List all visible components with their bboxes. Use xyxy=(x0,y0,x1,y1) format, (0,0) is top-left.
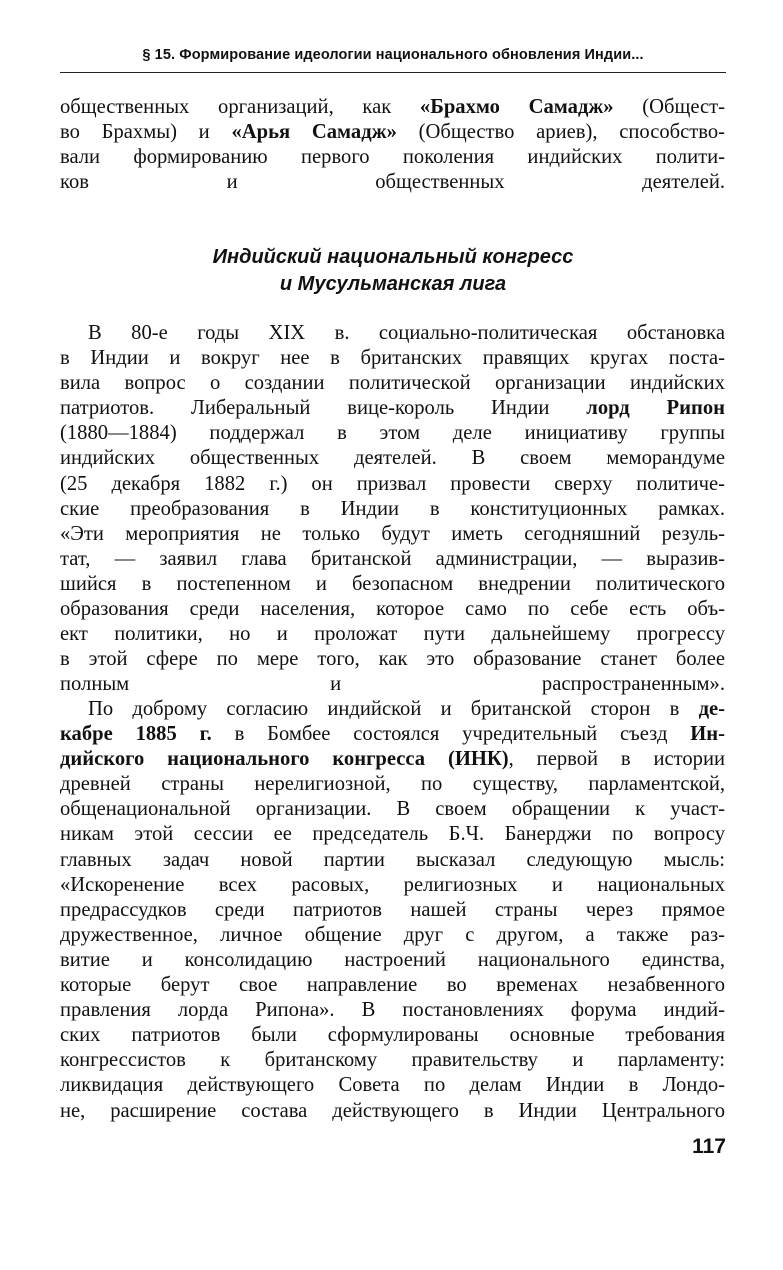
paragraph xyxy=(60,697,725,1124)
text-line: витие и консолидацию настроений национального единства, xyxy=(60,948,725,971)
text-line: (1880—1884) поддержал в этом деле инициативу группы xyxy=(60,422,725,445)
section-heading-line: и Мусульманская лига xyxy=(279,273,507,295)
page-number: 117 xyxy=(692,1135,726,1158)
text-line: не, расширение состава действующего в Индии Центрального xyxy=(60,1099,725,1122)
text-line: древней страны нерелигиозной, по существу, парламентской, xyxy=(60,773,725,796)
text-line: индийских общественных деятелей. В своем меморандуме xyxy=(60,447,725,470)
text-line: общенациональной организации. В своем обращении к участ- xyxy=(60,798,725,821)
text-line: ликвидация действующего Совета по делам Индии в Лондо- xyxy=(60,1074,725,1097)
text-line: По доброму согласию индийской и британской сторон в де- xyxy=(88,698,725,720)
text-line: в Индии и вокруг нее в британских правящих кругах поста- xyxy=(60,347,725,370)
text-line: главных задач новой партии высказал следующую мысль: xyxy=(60,848,725,871)
text-line: ские преобразования в Индии в конституционных рамках. xyxy=(60,497,725,520)
text-line: общественных организаций, как «Брахмо Самадж» (Общест- xyxy=(60,96,725,118)
text-line: образования среди населения, которое само по себе есть объ- xyxy=(60,598,725,621)
text-line: вила вопрос о создании политической организации индийских xyxy=(60,372,725,395)
text-line: дийского национального конгресса (ИНК), первой в истории xyxy=(60,748,725,771)
text-line: В 80-е годы XIX в. социально-политическая обстановка xyxy=(88,322,725,344)
text-line: никам этой сессии ее председатель Б.Ч. Банерджи по вопросу xyxy=(60,823,725,846)
text-line: ект политики, но и проложат пути дальнейшему прогрессу xyxy=(60,623,725,646)
text-line: шийся в постепенном и безопасном внедрении политического xyxy=(60,572,725,595)
text-line: (25 декабря 1882 г.) он призвал провести сверху политиче- xyxy=(60,472,725,495)
text-line: «Эти мероприятия не только будут иметь сегодняшний резуль- xyxy=(60,522,725,545)
text-line: «Искоренение всех расовых, религиозных и национальных xyxy=(60,873,725,896)
intro-paragraph xyxy=(60,95,725,195)
text-line: которые берут свое направление во временах незабвенного xyxy=(60,974,725,997)
text-line: в этой сфере по мере того, как это образование станет более xyxy=(60,648,725,671)
text-line: во Брахмы) и «Арья Самадж» (Общество ариев), способство- xyxy=(60,121,725,144)
section-heading-line: Индийский национальный конгресс xyxy=(212,246,574,268)
text-line: ков и общественных деятелей. xyxy=(60,171,725,194)
text-line: патриотов. Либеральный вице-король Индии лорд Рипон xyxy=(60,397,725,420)
text-line: тат, — заявил глава британской администрации, — выразив- xyxy=(60,547,725,570)
text-line: правления лорда Рипона». В постановлениях форума индий- xyxy=(60,999,725,1022)
header-rule xyxy=(60,72,726,73)
text-line: кабре 1885 г. в Бомбее состоялся учредительный съезд Ин- xyxy=(60,723,726,746)
running-head: § 15. Формирование идеологии национального обновления Индии... xyxy=(142,47,644,63)
text-line: предрассудков среди патриотов нашей страны через прямое xyxy=(60,898,725,921)
text-line: дружественное, личное общение друг с другом, а также раз- xyxy=(60,923,725,946)
text-line: полным и распространенным». xyxy=(60,673,725,696)
text-line: ских патриотов были сформулированы основные требования xyxy=(60,1024,725,1047)
text-line: конгрессистов к британскому правительству и парламенту: xyxy=(60,1049,725,1072)
text-line: вали формированию первого поколения индийских полити- xyxy=(60,146,725,169)
paragraph xyxy=(60,321,725,697)
section-heading xyxy=(60,244,726,298)
